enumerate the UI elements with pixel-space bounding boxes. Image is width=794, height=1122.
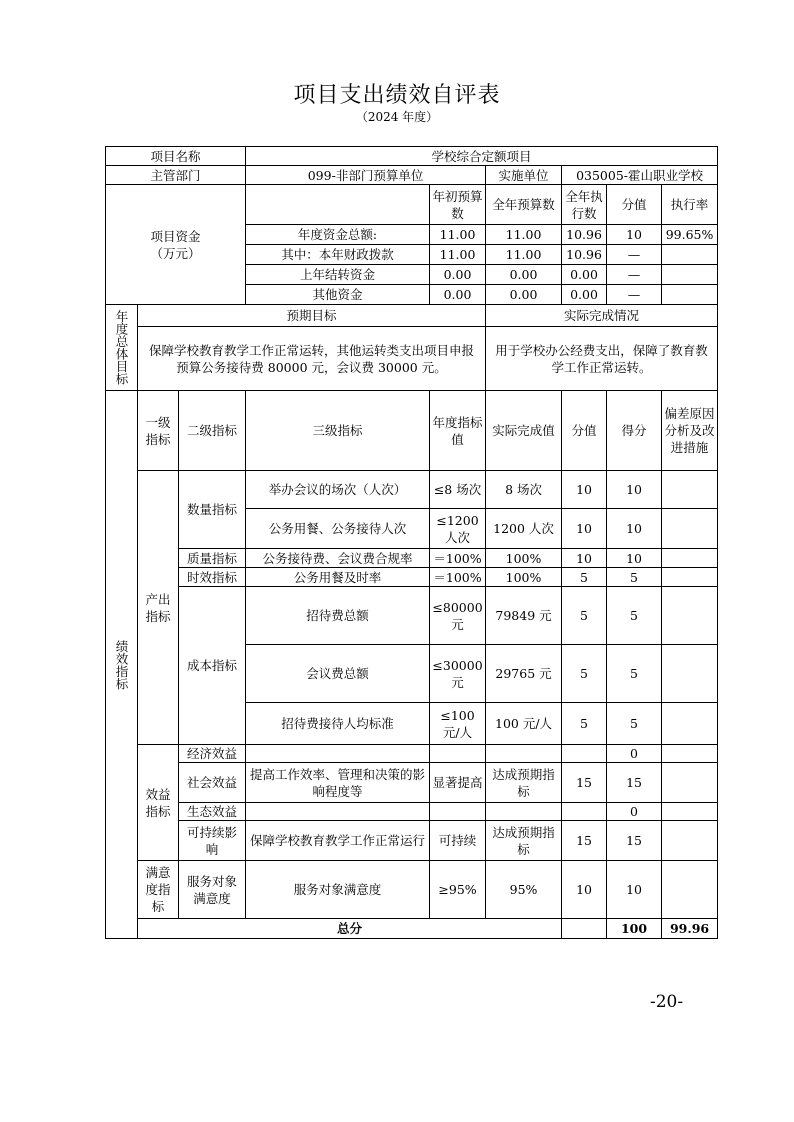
indicator-level2: 质量指标 [179,549,246,568]
indicators-header-level3: 三级指标 [246,391,430,471]
funds-label-text: 项目资金 （万元） [150,228,201,261]
department-label: 主管部门 [106,166,246,185]
indicator-score-value: 15 [562,763,607,803]
indicator-score: 5 [607,645,662,703]
page-subtitle: （2024 年度） [355,110,439,124]
goals-expected-text: 保障学校教育教学工作正常运转，其他运转类支出项目申报预算公务接待费 80000 元，会议费 30000 元。 [138,327,486,391]
indicators-header-actual: 实际完成值 [486,391,562,471]
department-value: 099-非部门预算单位 [246,166,486,185]
funds-row-label: 年度资金总额: [246,225,430,245]
implementing-unit-value: 035005-霍山职业学校 [562,166,718,185]
funds-rate [662,285,718,305]
indicator-level3: 保障学校教育教学工作正常运行 [246,821,430,861]
indicator-row [106,763,718,803]
project-name-value: 学校综合定额项目 [246,147,718,166]
indicator-level3: 招待费总额 [246,587,430,645]
indicator-level3 [246,745,430,763]
indicators-header-target: 年度指标值 [430,391,486,471]
goals-side-label: 年度总体目标 [106,305,138,391]
indicator-row [106,745,718,763]
funds-score-value: — [607,285,662,305]
indicator-score: 0 [607,745,662,763]
indicator-target: ≥95% [430,861,486,919]
indicator-level3: 提高工作效率、管理和决策的影响程度等 [246,763,430,803]
indicators-header-deviation: 偏差原因分析及改进措施 [662,391,718,471]
benefit-indicators-label: 效益指标 [138,745,179,861]
funds-annual: 0.00 [486,265,562,285]
indicator-score-value: 5 [562,703,607,745]
indicator-actual [486,745,562,763]
indicator-level3: 举办会议的场次（人次） [246,471,430,509]
total-score-value: 100 [607,919,662,939]
indicator-level2: 可持续影响 [179,821,246,861]
indicator-score: 10 [607,549,662,568]
funds-initial: 0.00 [430,265,486,285]
indicator-score-value: 5 [562,645,607,703]
funds-annual: 11.00 [486,225,562,245]
funds-header-score-value: 分值 [607,185,662,225]
indicator-target [430,745,486,763]
indicator-row [106,587,718,645]
project-name-row [106,147,718,166]
funds-header-rate: 执行率 [662,185,718,225]
indicator-score: 15 [607,821,662,861]
total-row [106,919,718,939]
indicator-target: ≤100元/人 [430,703,486,745]
goals-actual-header: 实际完成情况 [486,305,718,327]
indicators-header-level1: 一级指标 [138,391,179,471]
indicator-actual: 100% [486,549,562,568]
indicator-level3: 公务用餐、公务接待人次 [246,509,430,549]
funds-score-value: 10 [607,225,662,245]
indicator-target: 显著提高 [430,763,486,803]
indicator-score-value: 10 [562,471,607,509]
indicator-deviation [662,803,718,821]
funds-header-executed: 全年执行数 [562,185,607,225]
funds-initial: 11.00 [430,245,486,265]
indicator-actual: 100% [486,568,562,587]
indicator-deviation [662,745,718,763]
page-title: 项目支出绩效自评表 [293,83,501,108]
indicator-score: 5 [607,587,662,645]
indicator-row [106,803,718,821]
indicator-score-value [562,745,607,763]
indicator-target: 可持续 [430,821,486,861]
indicator-level3: 招待费接待人均标准 [246,703,430,745]
indicator-row [106,568,718,587]
department-row [106,166,718,185]
indicator-target: ≤80000元 [430,587,486,645]
indicators-header-level2: 二级指标 [179,391,246,471]
indicator-score: 10 [607,509,662,549]
funds-initial: 11.00 [430,225,486,245]
indicator-score: 15 [607,763,662,803]
funds-executed: 0.00 [562,265,607,285]
indicator-level3: 会议费总额 [246,645,430,703]
indicator-score: 0 [607,803,662,821]
funds-executed: 0.00 [562,285,607,305]
total-score: 99.96 [662,919,718,939]
indicator-row [106,549,718,568]
indicator-score-value: 10 [562,861,607,919]
funds-annual: 0.00 [486,285,562,305]
indicator-actual: 1200 人次 [486,509,562,549]
output-indicators-label: 产出指标 [138,471,179,745]
indicator-score-value: 15 [562,821,607,861]
indicator-score: 10 [607,471,662,509]
indicator-actual: 79849 元 [486,587,562,645]
indicator-level3: 公务用餐及时率 [246,568,430,587]
indicator-level2: 服务对象满意度 [179,861,246,919]
indicator-actual: 29765 元 [486,645,562,703]
indicator-actual: 95% [486,861,562,919]
indicator-target: ≤1200人次 [430,509,486,549]
indicator-level3: 服务对象满意度 [246,861,430,919]
indicator-actual [486,803,562,821]
indicator-row [106,471,718,509]
cost-indicators-label: 成本指标 [179,587,246,745]
project-name-label: 项目名称 [106,147,246,166]
funds-rate: 99.65% [662,225,718,245]
performance-table [105,146,718,939]
funds-row-label: 其他资金 [246,285,430,305]
indicator-row [106,821,718,861]
indicator-level2: 社会效益 [179,763,246,803]
funds-header-initial: 年初预算数 [430,185,486,225]
indicators-header-score-value: 分值 [562,391,607,471]
indicator-score-value: 10 [562,509,607,549]
indicator-target [430,803,486,821]
indicator-actual: 8 场次 [486,471,562,509]
funds-score-value: — [607,245,662,265]
indicator-level2: 经济效益 [179,745,246,763]
funds-row-label: 其中：本年财政拨款 [246,245,430,265]
indicator-actual: 达成预期指标 [486,763,562,803]
indicator-score: 5 [607,703,662,745]
indicator-score-value: 10 [562,549,607,568]
funds-label [106,185,246,305]
goals-header-row [106,305,718,327]
indicator-deviation [662,861,718,919]
funds-row-label: 上年结转资金 [246,265,430,285]
indicator-score-value [562,803,607,821]
funds-header-annual: 全年预算数 [486,185,562,225]
indicator-level3: 公务接待费、会议费合规率 [246,549,430,568]
funds-header-blank [246,185,430,225]
total-blank [562,919,607,939]
indicator-score: 5 [607,568,662,587]
funds-annual: 11.00 [486,245,562,265]
funds-header-row [106,185,718,225]
funds-executed: 10.96 [562,225,607,245]
implementing-unit-label: 实施单位 [486,166,562,185]
indicators-header-score: 得分 [607,391,662,471]
indicator-deviation [662,703,718,745]
indicator-row [106,861,718,919]
satisfaction-indicators-label: 满意度指标 [138,861,179,919]
indicator-deviation [662,549,718,568]
funds-executed: 10.96 [562,245,607,265]
indicator-deviation [662,645,718,703]
funds-score-value: — [607,265,662,285]
indicator-level2: 生态效益 [179,803,246,821]
indicator-target: ＝100% [430,549,486,568]
indicators-header-row [106,391,718,471]
goals-expected-header: 预期目标 [138,305,486,327]
indicator-deviation [662,568,718,587]
funds-rate [662,245,718,265]
quantity-indicators-label: 数量指标 [179,471,246,549]
total-label: 总分 [138,919,562,939]
indicator-actual: 达成预期指标 [486,821,562,861]
indicator-actual: 100 元/人 [486,703,562,745]
indicator-level3 [246,803,430,821]
indicator-deviation [662,763,718,803]
indicator-score-value: 5 [562,587,607,645]
indicator-score: 10 [607,861,662,919]
indicator-target: ＝100% [430,568,486,587]
indicator-target: ≤8 场次 [430,471,486,509]
indicator-target: ≤30000元 [430,645,486,703]
page-number: -20- [650,992,684,1012]
indicator-deviation [662,587,718,645]
goals-content-row [106,327,718,391]
indicators-side-label: 绩效指标 [106,391,138,939]
funds-initial: 0.00 [430,285,486,305]
indicator-score-value: 5 [562,568,607,587]
indicator-deviation [662,471,718,509]
goals-actual-text: 用于学校办公经费支出，保障了教育教学工作正常运转。 [486,327,718,391]
indicator-deviation [662,509,718,549]
indicator-level2: 时效指标 [179,568,246,587]
indicator-deviation [662,821,718,861]
funds-rate [662,265,718,285]
